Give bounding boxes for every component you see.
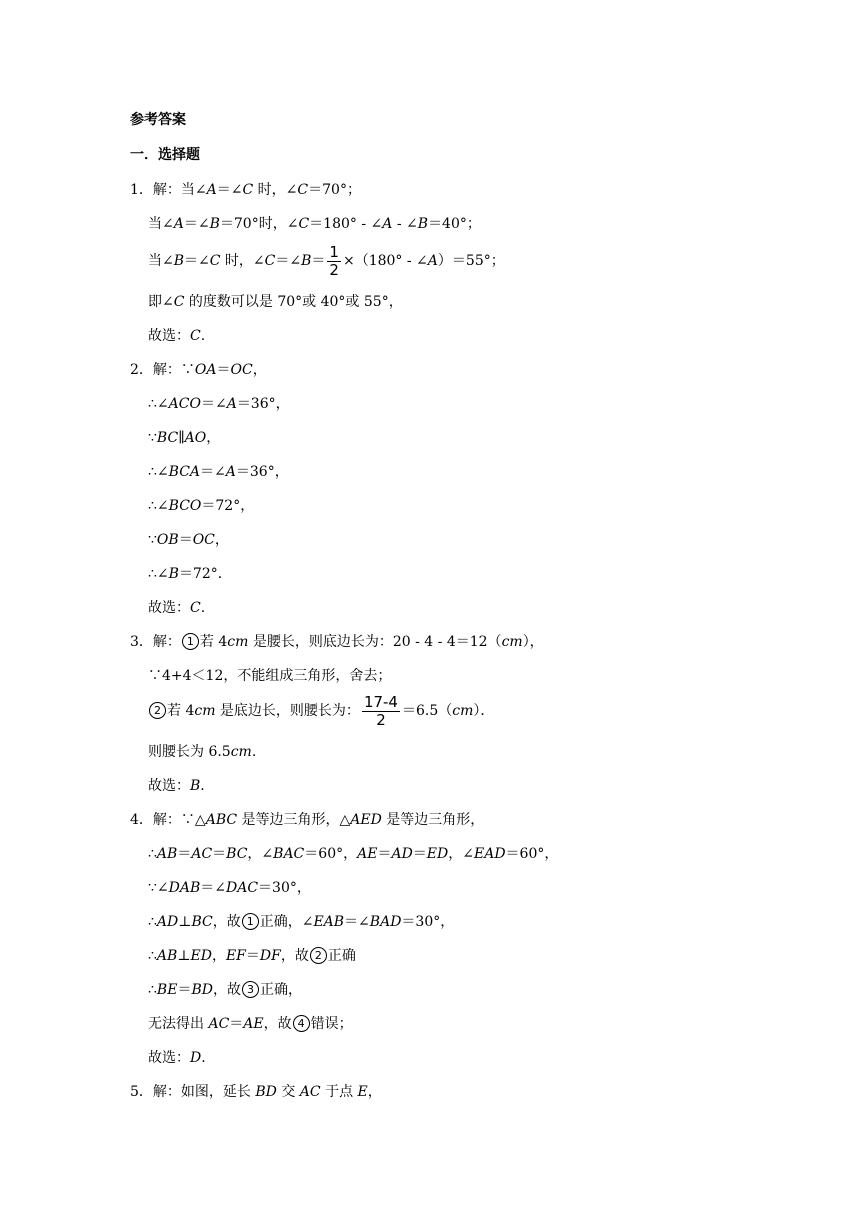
q3-line-3: 2 若 4cm 是底边长，则腰长为： $\frac{17-4}{2}$ ＝6.5（cm）． bbox=[148, 692, 494, 730]
q5-number: 5． bbox=[130, 1084, 153, 1100]
q4-line-7: 无法得出 AC＝AE，故 4 错误； bbox=[148, 1016, 353, 1032]
q3-line-4: 则腰长为 6.5cm. bbox=[148, 744, 257, 760]
q5-line-1: 5．解：如图，延长 BD 交 AC 于点 E， bbox=[130, 1084, 382, 1100]
q3-number: 3． bbox=[130, 634, 153, 650]
fraction-17-minus-4-over-2: $\frac{17-4}{2}$ bbox=[363, 692, 398, 729]
q2-line-2: ∴∠ACO＝∠A＝36°， bbox=[148, 396, 290, 412]
q4-line-3: ∵∠DAB＝∠DAC＝30°， bbox=[148, 880, 311, 896]
q2-line-4: ∴∠BCA＝∠A＝36°， bbox=[148, 464, 289, 480]
circled-number: 2 bbox=[149, 702, 166, 719]
q4-line-5: ∴AB⊥ED，EF＝DF，故 2 正确 bbox=[148, 948, 356, 964]
q1-line-1: 1．解：当∠A＝∠C 时，∠C＝70°； bbox=[130, 182, 361, 198]
page-heading: 参考答案 bbox=[130, 112, 186, 128]
q1-line-3: 当∠B＝∠C 时，∠C＝∠B＝ $\frac{1}{2}$ ×（180° - ∠A）＝55°； bbox=[148, 242, 505, 279]
q1-answer: 故选：C. bbox=[148, 328, 206, 344]
q3-line-2: ∵4+4＜12，不能组成三角形，舍去； bbox=[148, 668, 392, 684]
q4-line-4: ∴AD⊥BC，故 1 正确，∠EAB＝∠BAD＝30°， bbox=[148, 914, 455, 930]
q2-answer: 故选：C. bbox=[148, 600, 206, 616]
fraction-one-half: $\frac{1}{2}$ bbox=[329, 242, 339, 279]
q2-line-3: ∵BC∥AO， bbox=[148, 430, 221, 446]
q4-line-1: 4．解：∵△ABC 是等边三角形，△AED 是等边三角形， bbox=[130, 812, 485, 828]
q2-line-1: 2．解：∵OA＝OC， bbox=[130, 362, 267, 378]
circled-number: 1 bbox=[242, 913, 259, 930]
q2-number: 2． bbox=[130, 362, 153, 378]
q3-line-1: 3．解： 1 若 4cm 是腰长，则底边长为：20 - 4 - 4＝12（cm）， bbox=[130, 634, 544, 650]
q4-line-6: ∴BE＝BD，故 3 正确， bbox=[148, 982, 302, 998]
q4-line-2: ∴AB＝AC＝BC，∠BAC＝60°，AE＝AD＝ED，∠EAD＝60°， bbox=[148, 846, 559, 862]
q2-line-7: ∴∠B＝72°． bbox=[148, 566, 232, 582]
section-title: 一．选择题 bbox=[130, 147, 200, 163]
q4-number: 4． bbox=[130, 812, 153, 828]
circled-number: 3 bbox=[242, 981, 259, 998]
circled-number: 4 bbox=[293, 1015, 310, 1032]
q1-line-2: 当∠A＝∠B＝70°时，∠C＝180° - ∠A - ∠B＝40°； bbox=[148, 216, 481, 232]
circled-number: 1 bbox=[182, 633, 199, 650]
circled-number: 2 bbox=[310, 947, 327, 964]
q4-answer: 故选：D. bbox=[148, 1050, 206, 1066]
q1-line-4: 即∠C 的度数可以是 70°或 40°或 55°， bbox=[148, 294, 403, 310]
q3-answer: 故选：B. bbox=[148, 778, 205, 794]
q1-number: 1． bbox=[130, 182, 153, 198]
q2-line-5: ∴∠BCO＝72°， bbox=[148, 498, 255, 514]
q2-line-6: ∵OB＝OC， bbox=[148, 532, 229, 548]
